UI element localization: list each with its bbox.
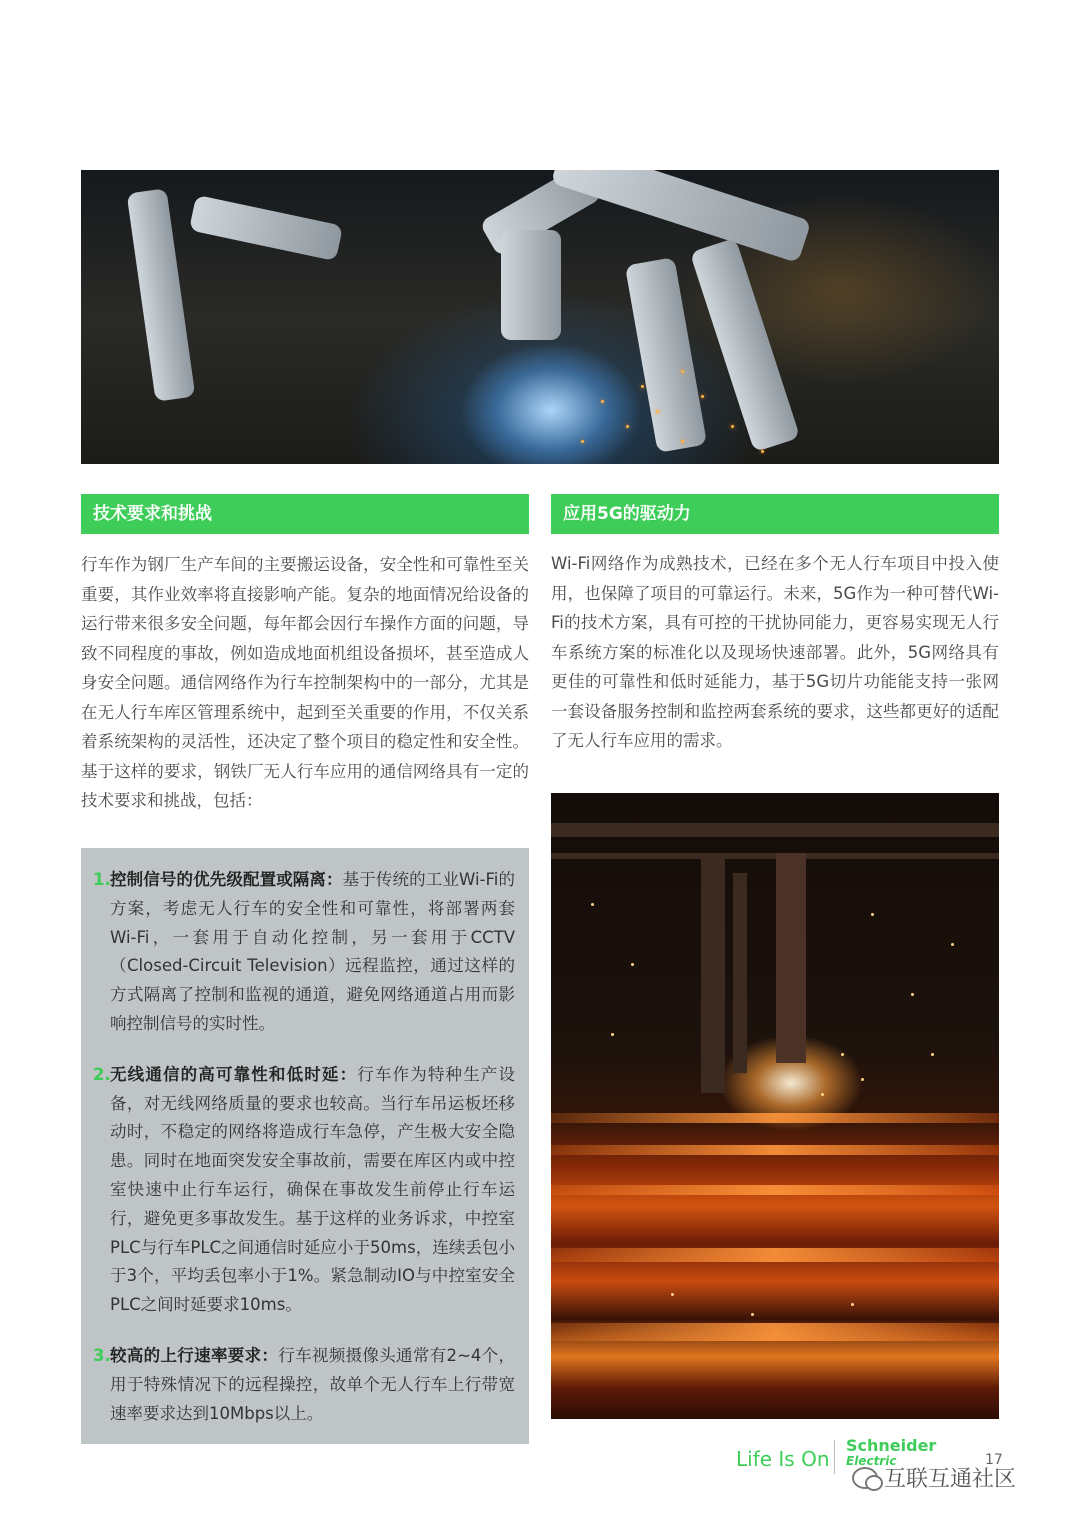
item-number: 1. bbox=[93, 870, 111, 889]
steel-cutting-photo bbox=[551, 793, 999, 1419]
logo-divider bbox=[834, 1440, 835, 1474]
item-body: 行车作为特种生产设备，对无线网络质量的要求也较高。当行车吊运板坯移动时，不稳定的网络将造成行车急停，产生极大安全隐患。同时在地面突发安全事故前，需要在库区内或中控室快速中止行车运行，确保在事故发生前停止行车运行，避免更多事故发生。基于这样的业务诉求，中控室PLC与行车PLC之间通信时延应小于50ms，连续丢包小于3个，平均丢包率小于1%。紧急制动IO与中控室安全PLC之间时延要求10ms。 bbox=[110, 1064, 516, 1315]
section-header-5g-drivers: 应用5G的驱动力 bbox=[551, 494, 999, 534]
item-lead: 控制信号的优先级配置或隔离： bbox=[110, 870, 343, 889]
watermark bbox=[852, 1462, 1016, 1493]
5g-paragraph: Wi-Fi网络作为成熟技术，已经在多个无人行车项目中投入使用，也保障了项目的可靠运行。未来，5G作为一种可替代Wi-Fi的技术方案，具有可控的干扰协同能力，更容易实现无人行车系统方案的标准化以及现场快速部署。此外，5G网络具有更佳的可靠性和低时延能力，基于5G切片功能能支持一张网一套设备服务控制和监控两套系统的要求，这些都更好的适配了无人行车应用的需求。 bbox=[551, 554, 999, 750]
item-lead: 较高的上行速率要求： bbox=[110, 1345, 279, 1365]
item-body: 基于传统的工业Wi-Fi的方案，考虑无人行车的安全性和可靠性，将部署两套Wi-Fi，一套用于自动化控制，另一套用于CCTV（Closed-Circuit Television）远程监控，通过这样的方式隔离了控制和监视的通道，避免网络通道占用而影响控制信号的实时性。 bbox=[110, 870, 515, 1033]
item-body: 行车视频摄像头通常有2~4个，用于特殊情况下的远程操控，故单个无人行车上行带宽速率要求达到10Mbps以上。 bbox=[110, 1345, 515, 1423]
list-item bbox=[93, 1061, 515, 1320]
section-header-tech-requirements: 技术要求和挑战 bbox=[81, 494, 529, 534]
intro-paragraph: 行车作为钢厂生产车间的主要搬运设备，安全性和可靠性至关重要，其作业效率将直接影响产能。复杂的地面情况给设备的运行带来很多安全问题，每年都会因行车操作方面的问题，导致不同程度的事故，例如造成地面机组设备损坏，甚至造成人身安全问题。通信网络作为行车控制架构中的一部分，尤其是在无人行车库区管理系统中，起到至关重要的作用，不仅关系着系统架构的灵活性，还决定了整个项目的稳定性和安全性。基于这样的要求，钢铁厂无人行车应用的通信网络具有一定的技术要求和挑战，包括： bbox=[81, 555, 529, 810]
item-number: 2. bbox=[93, 1064, 111, 1084]
logo-line-2: Electric bbox=[846, 1454, 897, 1468]
watermark-text: 互联互通社区 bbox=[884, 1467, 1017, 1492]
item-lead: 无线通信的高可靠性和低时延： bbox=[110, 1064, 358, 1084]
requirements-box bbox=[81, 848, 529, 1444]
item-number: 3. bbox=[93, 1345, 111, 1365]
list-item bbox=[93, 1342, 515, 1428]
logo-line-1: Schneider bbox=[846, 1436, 937, 1455]
list-item bbox=[93, 866, 515, 1039]
welding-robots-photo bbox=[81, 170, 999, 464]
life-is-on-tagline: Life Is On bbox=[736, 1447, 830, 1471]
wechat-icon bbox=[852, 1467, 878, 1489]
page-number: 17 bbox=[985, 1452, 1003, 1468]
